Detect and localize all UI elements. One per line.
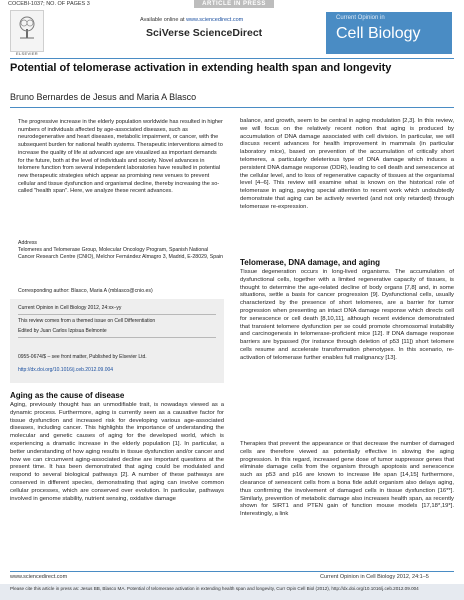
- address-block: [18, 240, 224, 261]
- availability-prefix: Available online at: [140, 17, 187, 23]
- tree-icon: [17, 15, 37, 39]
- journal-name-large: Cell Biology: [336, 25, 421, 42]
- intro-continued-text: balance, and growth, seem to be central in aging modulation [2,3]. In this review, we will focus on the relatively recent notion that aging is produced by accumulation of DNA damage associated with cell division. In particular, we will discuss recent advances for health improvement in mammals (in particular laboratory mice), based on prevention of the accumulation of critically short telomeres, a particularly deleterious type of DNA damage which induces a persistent DNA damage response (DDR), leading to cell death and senescence at the cellular level, and to loss of regenerative capacity of tissues at the organismal level [4–6]. This review will examine what is known on the historical role of telomerase in aging, paying special attention to recent work which undoubtedly demonstrate that aging can be actively reverted (and not only retarded) through telomerase re-expression.: [240, 118, 454, 210]
- article-in-press-banner: ARTICLE IN PRESS: [194, 0, 274, 8]
- section-heading-telomerase: Telomerase, DNA damage, and aging: [240, 258, 381, 267]
- publisher-logo: [10, 10, 44, 52]
- copyright-line: 0955-0674/$ – see front matter, Published by Elsevier Ltd.: [18, 354, 147, 360]
- section-text-telomerase: Tissue degeneration occurs in long-lived organisms. The accumulation of dysfunctional cells, together with a limited regenerative capacity of tissues, is thought to determine the age-related decline of body organs [7,8] and, in some situations, settle a basis for cancer progression [9]. Dysfunctional cells, usually characterized by the presence of short telomeres, are a barrier for tumor progression when presenting an intact DNA damage response which directs cell for senescence or cell death [8,10,11], although recent evidence demonstrated that transient telomere dysfunction per se could promote chromosomal instability and carcinogenesis in telomerase-proficient mice [12]. If DNA damage response barriers are bypassed (for instance through deletion of p53 [11]) short telomere cells resume and accelerate transformation phenotypes. In this scenario, re-activation of telomerase further enables full malignancy [13].: [240, 269, 454, 361]
- address-text: Telomeres and Telomerase Group, Molecular Oncology Program, Spanish National Cancer Research Centre (CNIO), Melchor Fernández Almagro 3, Madrid, E-28029, Spain: [18, 247, 223, 260]
- infobox-divider: [18, 337, 216, 338]
- footer-divider: [10, 571, 454, 572]
- publisher-name: ELSEVIER: [16, 51, 38, 56]
- header-divider: [10, 58, 454, 59]
- infobox-divider: [18, 314, 216, 315]
- section-heading-aging: Aging as the cause of disease: [10, 391, 125, 400]
- article-code: COCEBI-1037; NO. OF PAGES 3: [8, 1, 90, 7]
- address-label: Address: [18, 240, 38, 246]
- abstract: The progressive increase in the elderly population worldwide has resulted in higher numbers of individuals affected by age-associated diseases, such as neurodegenerative and heart diseases, metabolic impairment, or cancer, with the subsequent burden for national health systems. Therapeutic interventions aimed to increase the quality of life at advanced age are visualized as important demands for the future, both at the level of individuals and society. Novel advances in telomere function from several independent laboratories have resulted in potential new therapeutic strategies which appear as promising new venues to prevent cellular and tissue dysfunction and organismal decline, thereby increasing the so-called "health span". Here, we analyze these recent advances.: [18, 119, 223, 195]
- corresponding-author: Corresponding author: Blasco, Maria A (mblasco@cnio.es): [18, 288, 153, 294]
- sciverse-banner: SciVerse ScienceDirect: [146, 27, 263, 39]
- article-authors: Bruno Bernardes de Jesus and Maria A Blasco: [10, 92, 197, 102]
- footer-journal-reference: Current Opinion in Cell Biology 2012, 24:1–5: [320, 574, 429, 580]
- journal-citation-line: Current Opinion in Cell Biology 2012, 24:xx–yy: [18, 305, 122, 311]
- article-title: Potential of telomerase activation in extending health span and longevity: [10, 62, 392, 74]
- sciencedirect-link[interactable]: www.sciencedirect.com: [186, 17, 244, 23]
- editor-line: Edited by Juan Carlos Izpisua Belmonte: [18, 328, 107, 334]
- availability-line: [140, 17, 243, 23]
- citation-note: Please cite this article in press as: Jesus BB, Blasco MA. Potential of telomerase activation in extending health span and longevity, Curr Opin Cell Biol (2012), http://dx.doi.org/10.1016/j.ceb.2012.09.004: [10, 586, 419, 591]
- section-text-therapies: Therapies that prevent the appearance or that decrease the number of damaged cells are therefore viewed as potentially effective in slowing the aging progression. In this regard, increased gene dose of tumor suppressor genes that eliminate damage cells from the organism through apoptosis and senescence such as p53 and p16 are known to increase life span [14,15] furthermore, clearance of senescent cells from a bona fide adult organism also delays aging, thus confirming the involvement of damaged cells in tissue dysfunction [16**]. Similarly, prevention of metabolic damage also increases health span, as recently shown for SIRT1 and PTEN gain of function mouse models [17,18*,19*]. Interestingly, a link: [240, 441, 454, 518]
- themed-issue-line: This review comes from a themed issue on Cell Differentiation: [18, 318, 156, 324]
- journal-name-small: Current Opinion in: [336, 15, 385, 21]
- article-info-box: [10, 299, 224, 383]
- section-text-aging: Aging, previously thought has an unmodifiable trait, is nowadays viewed as a dynamic process. Furthermore, aging is currently seen as a causative factor for tissue dysfunction and increased risk for developing various age-associated diseases, including cancer. This highlights the importance of understanding the molecular and genetic causes of aging for the developed world, which is experiencing a dramatic increase in the elderly population [1]. In particular, a better understanding of how aging results in tissue dysfunction and/or cancer and how we can circumvent aging-associated decline are important questions at the present time. It has been demonstrated that aging could be modulated and respond to several biological pathways [2]. A number of these pathways are conserved in different species, demonstrating that aging can involve common cellular processes, which are conserved over evolution. In particular, pathways involved in genome stability, nutrient sensing, oxidative damage: [10, 402, 224, 502]
- authors-divider: [10, 107, 454, 108]
- footer-site: www.sciencedirect.com: [10, 574, 68, 580]
- doi-link[interactable]: http://dx.doi.org/10.1016/j.ceb.2012.09.004: [18, 367, 114, 373]
